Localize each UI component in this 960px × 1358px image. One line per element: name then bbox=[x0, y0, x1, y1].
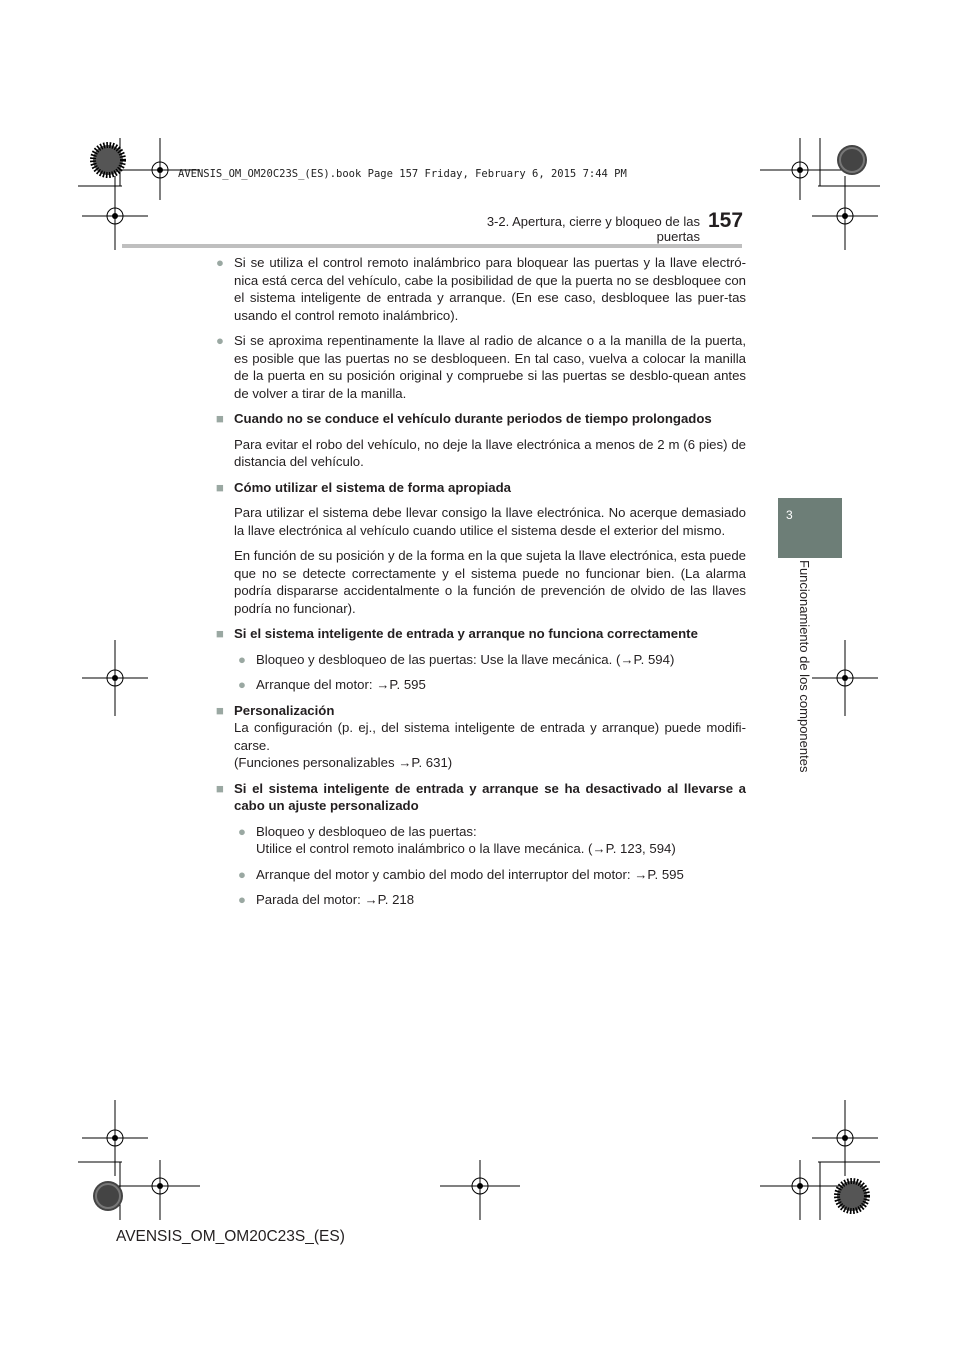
footer-doc-code: AVENSIS_OM_OM20C23S_(ES) bbox=[116, 1228, 345, 1245]
square-icon: ■ bbox=[216, 479, 224, 495]
bullet-item bbox=[212, 254, 746, 324]
heading-text: Si el sistema inteligente de entrada y arranque se ha desactivado al llevarse a cabo un ajuste personalizado bbox=[234, 780, 746, 813]
paragraph-text: Para utilizar el sistema debe llevar consigo la llave electrónica. No acerque demasiado la llave electrónica al vehículo cuando utilice el sistema desde el exterior del mismo. bbox=[234, 505, 746, 538]
bullet-icon: ● bbox=[238, 677, 246, 692]
bullet-icon: ● bbox=[216, 333, 224, 348]
chapter-title: Funcionamiento de los componentes bbox=[797, 560, 812, 773]
section-heading bbox=[212, 410, 746, 428]
header-rule bbox=[122, 244, 742, 248]
bullet-text: Bloqueo y desbloqueo de las puertas: Use la llave mecánica. (→P. 594) bbox=[256, 651, 675, 667]
bullet-continuation bbox=[234, 840, 746, 858]
bullet-text: Arranque del motor: →P. 595 bbox=[256, 677, 426, 692]
heading-text: Si el sistema inteligente de entrada y arranque no funciona correctamente bbox=[234, 626, 698, 641]
square-icon: ■ bbox=[216, 702, 224, 718]
square-icon: ■ bbox=[216, 411, 224, 426]
bullet-item bbox=[234, 891, 746, 909]
bullet-item bbox=[234, 676, 746, 694]
bullet-text: Bloqueo y desbloqueo de las puertas: bbox=[256, 823, 477, 839]
bullet-text: Si se utiliza el control remoto inalámbrico para bloquear las puertas y la llave electró-nica está cerca del vehículo, cabe la posibilidad de que la puerta no se desbloquee con el sistema inteligente de entrada y arranque. (En ese caso, desbloquee las puer-tas usando el control remoto inalámbrico). bbox=[234, 255, 746, 323]
paragraph bbox=[212, 436, 746, 471]
running-header: 3-2. Apertura, cierre y bloqueo de las puertas bbox=[486, 214, 700, 244]
paragraph bbox=[212, 547, 746, 617]
square-icon: ■ bbox=[216, 626, 224, 641]
paragraph-text: En función de su posición y de la forma en la que sujeta la llave electrónica, esta puede que no se detecte correctamente y el sistema puede no funcionar bien. (La alarma podría dispararse accidentalmente o la función de prevención de olvido de las llaves podría no funcionar). bbox=[234, 548, 746, 616]
bullet-item bbox=[234, 823, 746, 841]
bullet-icon: ● bbox=[238, 866, 246, 882]
bullet-icon: ● bbox=[238, 651, 246, 667]
bullet-icon: ● bbox=[238, 892, 246, 907]
heading-text: Cómo utilizar el sistema de forma apropiada bbox=[234, 479, 512, 495]
bullet-text: Parada del motor: →P. 218 bbox=[256, 892, 415, 907]
bullet-text: Utilice el control remoto inalámbrico o la llave mecánica. (→P. 123, 594) bbox=[256, 841, 676, 856]
section-heading bbox=[212, 479, 746, 497]
square-icon: ■ bbox=[216, 780, 224, 796]
paragraph-text: (Funciones personalizables →P. 631) bbox=[234, 755, 453, 770]
chapter-title-vertical bbox=[796, 560, 816, 800]
section-heading bbox=[212, 780, 746, 815]
bullet-text: Si se aproxima repentinamente la llave al radio de alcance o a la manilla de la puerta, es posible que las puertas no se desbloqueen. En tal caso, vuelva a colocar la manilla de la puerta en su posición original y compruebe si las puertas se desblo-quean antes de volver a tirar de la manilla. bbox=[234, 333, 746, 401]
bullet-item bbox=[234, 651, 746, 669]
paragraph bbox=[212, 754, 746, 772]
paragraph bbox=[212, 719, 746, 754]
bullet-icon: ● bbox=[216, 255, 224, 270]
bullet-item bbox=[234, 866, 746, 884]
section-heading bbox=[212, 625, 746, 643]
paragraph-text: Para evitar el robo del vehículo, no deje la llave electrónica a menos de 2 m (6 pies) de distancia del vehículo. bbox=[234, 436, 746, 469]
page-number: 157 bbox=[708, 209, 744, 232]
chapter-number: 3 bbox=[786, 508, 793, 522]
bullet-text: Arranque del motor y cambio del modo del interruptor del motor: →P. 595 bbox=[256, 866, 684, 882]
bullet-icon: ● bbox=[238, 823, 246, 839]
paragraph bbox=[212, 504, 746, 539]
file-info: AVENSIS_OM_OM20C23S_(ES).book Page 157 Friday, February 6, 2015 7:44 PM bbox=[178, 168, 627, 180]
bullet-item bbox=[212, 332, 746, 402]
page-content bbox=[212, 254, 746, 917]
heading-text: Cuando no se conduce el vehículo durante periodos de tiempo prolongados bbox=[234, 411, 712, 426]
paragraph-text: La configuración (p. ej., del sistema inteligente de entrada y arranque) puede modifi-carse. bbox=[234, 720, 746, 753]
chapter-tab bbox=[778, 498, 842, 558]
section-heading bbox=[212, 702, 746, 720]
heading-text: Personalización bbox=[234, 702, 335, 718]
